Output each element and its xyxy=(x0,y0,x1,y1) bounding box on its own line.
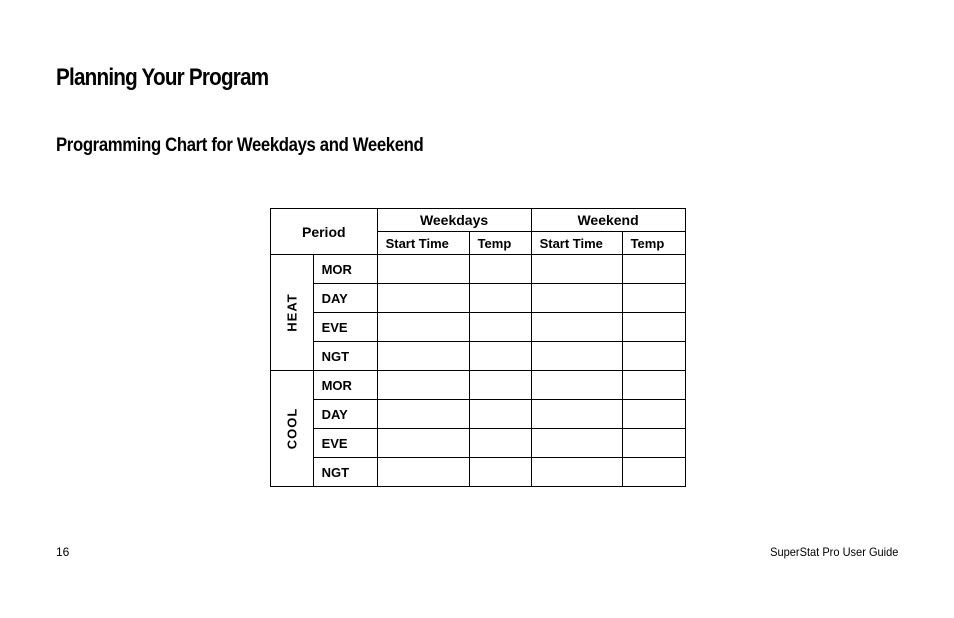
table-cell xyxy=(377,429,469,458)
table-cell xyxy=(469,429,531,458)
row-label: EVE xyxy=(313,313,377,342)
table-cell xyxy=(531,284,622,313)
header-weekdays-start-time: Start Time xyxy=(377,232,469,255)
table-cell xyxy=(622,429,685,458)
table-cell xyxy=(469,371,531,400)
header-weekend: Weekend xyxy=(531,209,685,232)
header-weekend-start-time: Start Time xyxy=(531,232,622,255)
section-label-heat xyxy=(271,255,314,371)
row-label: DAY xyxy=(313,284,377,313)
table-cell xyxy=(622,255,685,284)
cool-label: COOL xyxy=(284,407,300,450)
table-cell xyxy=(622,458,685,487)
page-number: 16 xyxy=(56,545,70,559)
header-weekdays-temp: Temp xyxy=(469,232,531,255)
table-cell xyxy=(469,458,531,487)
header-period: Period xyxy=(271,209,378,255)
table-cell xyxy=(377,458,469,487)
row-label: EVE xyxy=(313,429,377,458)
header-weekdays: Weekdays xyxy=(377,209,531,232)
table-cell xyxy=(531,458,622,487)
table-cell xyxy=(377,255,469,284)
row-label: MOR xyxy=(313,371,377,400)
row-label: NGT xyxy=(313,458,377,487)
table-cell xyxy=(469,255,531,284)
table-cell xyxy=(469,342,531,371)
table-cell xyxy=(469,313,531,342)
table-cell xyxy=(622,284,685,313)
section-label-cool xyxy=(271,371,314,487)
section-heading: Programming Chart for Weekdays and Weekend xyxy=(56,135,424,156)
table-cell xyxy=(531,371,622,400)
header-weekend-temp: Temp xyxy=(622,232,685,255)
table-cell xyxy=(622,371,685,400)
table-cell xyxy=(377,342,469,371)
table-cell xyxy=(377,313,469,342)
page-title: Planning Your Program xyxy=(56,64,269,91)
table-cell xyxy=(622,342,685,371)
row-label: DAY xyxy=(313,400,377,429)
row-label: MOR xyxy=(313,255,377,284)
table-cell xyxy=(531,429,622,458)
table-cell xyxy=(531,342,622,371)
table-cell xyxy=(377,400,469,429)
table-cell xyxy=(531,255,622,284)
row-label: NGT xyxy=(313,342,377,371)
table-cell xyxy=(531,400,622,429)
table-cell xyxy=(622,400,685,429)
heat-label: HEAT xyxy=(284,293,300,332)
table-cell xyxy=(469,400,531,429)
table-cell xyxy=(622,313,685,342)
table-cell xyxy=(531,313,622,342)
table-cell xyxy=(469,284,531,313)
footer-guide-title: SuperStat Pro User Guide xyxy=(769,545,898,559)
table-cell xyxy=(377,284,469,313)
table-cell xyxy=(377,371,469,400)
programming-chart xyxy=(270,208,686,487)
